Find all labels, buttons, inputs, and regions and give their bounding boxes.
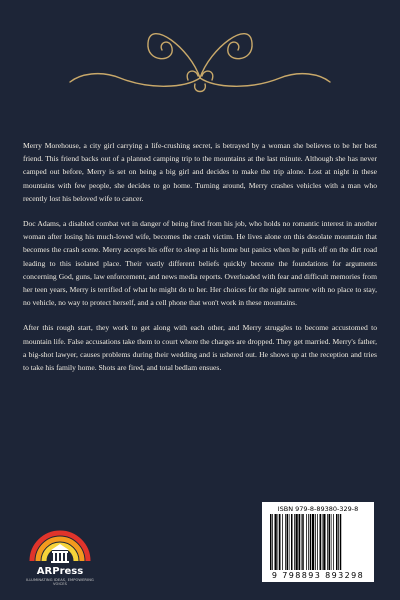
barcode-bar	[287, 514, 289, 570]
barcode-bar	[294, 514, 295, 570]
barcode-bar	[310, 514, 312, 570]
barcode-bar	[331, 514, 332, 570]
barcode-bar	[327, 514, 328, 570]
barcode-bar	[308, 514, 309, 570]
barcode-bar	[291, 514, 293, 570]
barcode-bar	[285, 514, 286, 570]
barcode-bar	[336, 514, 338, 570]
barcode-bars	[270, 514, 366, 570]
barcode-bar	[299, 514, 301, 570]
barcode-bar	[323, 514, 325, 570]
isbn-label: ISBN 979-8-89380-329-8	[277, 505, 359, 513]
barcode-bar	[270, 514, 272, 570]
barcode-bar	[306, 514, 307, 570]
barcode-digits: 9 798893 893298	[271, 571, 365, 580]
publisher-name: ARPress	[36, 566, 84, 577]
barcode-bar	[329, 514, 331, 570]
back-cover-blurb	[23, 139, 377, 386]
barcode-bar	[315, 514, 316, 570]
publisher-tagline: ILLUMINATING IDEAS, EMPOWERING VOICES	[26, 578, 94, 586]
barcode-bar	[312, 514, 314, 570]
barcode-bar	[282, 514, 283, 570]
barcode-bar	[302, 514, 304, 570]
barcode-bar	[289, 514, 290, 570]
barcode-bar	[272, 514, 273, 570]
flourish-ornament-icon	[0, 8, 400, 98]
barcode-bar	[322, 514, 323, 570]
barcode-bar	[279, 514, 281, 570]
barcode-bar	[340, 514, 342, 570]
barcode-bar	[278, 514, 279, 570]
barcode-bar	[317, 514, 318, 570]
barcode-bar	[333, 514, 334, 570]
blurb-paragraph-2: Doc Adams, a disabled combat vet in danger of being fired from his job, who holds no romantic interest in another woman after losing his much-loved wife, becomes the crash victim. He lives alone on this desolate mountain that becomes the crash scene. Merry accepts his offer to sleep at his home but panics when he pulls off on the dirt road leading to this isolated place. Their vastly different beliefs quickly become the foundations for arguments concerning God, guns, law enforcement, and news media reports. Overloaded with fear and difficult memories from her teen years, Merry is terrified of what he might do to her. Her choices for the night narrow with no place to stay, no vehicle, no way to protect herself, and a cell phone that won't work in these mountains.	[23, 219, 377, 308]
barcode-bar	[296, 514, 298, 570]
isbn-barcode	[262, 502, 374, 582]
barcode-bar	[275, 514, 277, 570]
barcode-bar	[320, 514, 322, 570]
barcode-bar	[338, 514, 339, 570]
blurb-paragraph-3: After this rough start, they work to get along with each other, and Merry struggles to become accustomed to mountain life. False accusations take them to court where the charges are dropped. They get married. Merry's father, a big-shot lawyer, causes problems during their wedding and is ushered out. He shows up at the reception and tries to take his family home. Shots are fired, and total bedlam ensues.	[23, 323, 377, 373]
blurb-paragraph-1: Merry Morehouse, a city girl carrying a life-crushing secret, is betrayed by a woman she believes to be her best friend. This friend backs out of a planned camping trip to the mountains at the last minute. Although she has never camped out before, Merry is set on being a big girl and decides to make the trip alone. Lost at night in these mountains with few people, she decides to go home. Turning around, Merry crashes vehicles with a man who recently lost his beloved wife to cancer.	[23, 141, 377, 203]
barcode-bar	[301, 514, 302, 570]
